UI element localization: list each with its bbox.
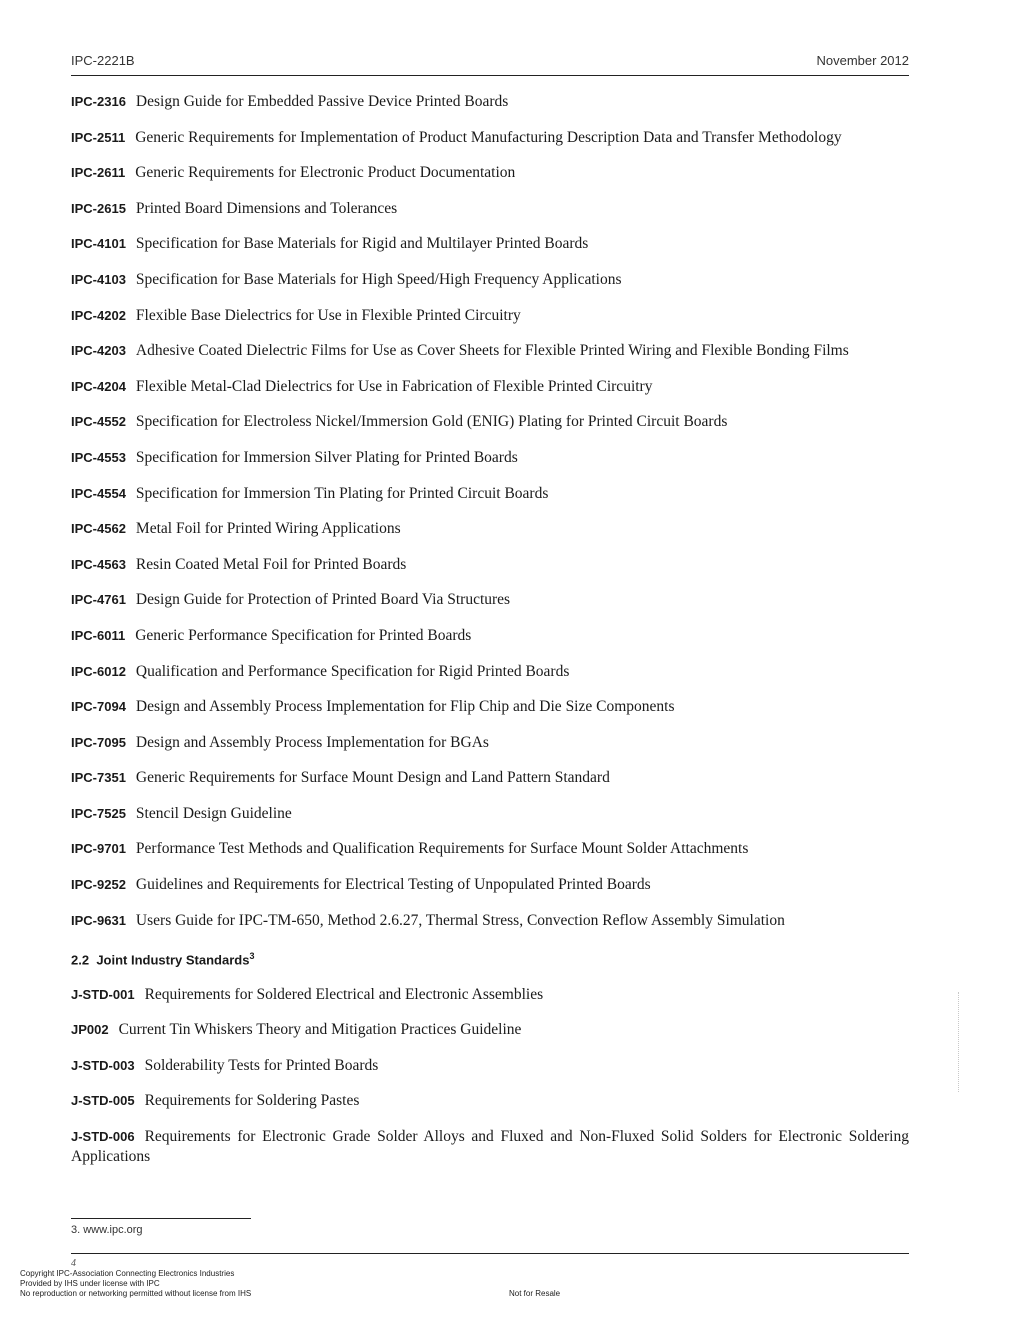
standard-code: IPC-4563	[71, 556, 126, 572]
reference-entry	[71, 662, 909, 682]
standard-title: Requirements for Soldered Electrical and Electronic Assemblies	[144, 985, 544, 1003]
reference-list	[71, 92, 909, 1183]
standard-title: Printed Board Dimensions and Tolerances	[135, 199, 398, 217]
standard-title: Specification for Base Materials for Rigid and Multilayer Printed Boards	[135, 235, 589, 253]
reference-entry	[71, 519, 909, 539]
standard-title: Requirements for Electronic Grade Solder Alloys and Fluxed and Non-Fluxed Solid Solders for Electronic Soldering Applications	[71, 1127, 909, 1165]
standard-title: Flexible Metal-Clad Dielectrics for Use in Fabrication of Flexible Printed Circuitry	[135, 377, 653, 395]
standard-code: IPC-4103	[71, 271, 126, 287]
margin-mark	[958, 992, 960, 1092]
standard-code: IPC-2615	[71, 200, 126, 216]
section-heading	[71, 946, 909, 970]
reference-entry	[71, 128, 909, 148]
standard-title: Generic Requirements for Electronic Product Documentation	[135, 164, 516, 182]
standard-title: Metal Foil for Printed Wiring Applications	[135, 520, 401, 538]
reference-entry	[71, 1091, 909, 1111]
standard-code: IPC-4204	[71, 378, 126, 394]
standard-title: Flexible Base Dielectrics for Use in Flexible Printed Circuitry	[135, 306, 521, 324]
standard-code: IPC-2511	[71, 129, 126, 145]
standard-title: Design and Assembly Process Implementation for Flip Chip and Die Size Components	[135, 698, 675, 716]
standard-code: IPC-4101	[71, 236, 126, 252]
reference-entry	[71, 626, 909, 646]
standard-code: IPC-7095	[71, 734, 126, 750]
standard-title: Design Guide for Protection of Printed Board Via Structures	[135, 591, 511, 609]
standard-title: Solderability Tests for Printed Boards	[144, 1056, 379, 1074]
standard-title: Current Tin Whiskers Theory and Mitigation Practices Guideline	[118, 1021, 522, 1039]
standard-title: Guidelines and Requirements for Electrical Testing of Unpopulated Printed Boards	[135, 876, 651, 894]
reference-entry	[71, 377, 909, 397]
reference-entry	[71, 590, 909, 610]
reference-entry	[71, 555, 909, 575]
standard-code: J-STD-003	[71, 1057, 135, 1073]
reference-entry	[71, 804, 909, 824]
standard-title: Specification for Immersion Silver Plating for Printed Boards	[135, 448, 518, 466]
footnote-divider	[71, 1218, 251, 1219]
footnote-mark: 3	[249, 951, 255, 962]
standard-title: Performance Test Methods and Qualification Requirements for Surface Mount Solder Attachments	[135, 840, 749, 858]
reference-entry	[71, 985, 909, 1005]
reference-entry	[71, 484, 909, 504]
standard-code: IPC-4552	[71, 414, 126, 430]
standard-code: J-STD-006	[71, 1128, 135, 1144]
section-title: Joint Industry Standards	[96, 952, 250, 968]
standard-code: IPC-4554	[71, 485, 126, 501]
standard-title: Generic Performance Specification for Printed Boards	[135, 626, 472, 644]
reference-entry	[71, 412, 909, 432]
standard-title: Specification for Immersion Tin Plating for Printed Circuit Boards	[135, 484, 549, 502]
reference-entry	[71, 234, 909, 254]
page-footer-divider	[71, 1253, 909, 1254]
standard-title: Generic Requirements for Implementation of Product Manufacturing Description Data and Transfer Methodology	[135, 128, 842, 146]
reference-entry	[71, 1127, 909, 1167]
reference-entry	[71, 839, 909, 859]
standard-code: IPC-4202	[71, 307, 126, 323]
standard-title: Adhesive Coated Dielectric Films for Use as Cover Sheets for Flexible Printed Wiring and Flexible Bonding Films	[135, 342, 849, 360]
reference-entry	[71, 306, 909, 326]
reference-entry	[71, 911, 909, 931]
reference-entry	[71, 448, 909, 468]
standard-code: IPC-4203	[71, 343, 126, 359]
reference-entry	[71, 875, 909, 895]
standard-title: Resin Coated Metal Foil for Printed Boards	[135, 555, 407, 573]
standard-title: Qualification and Performance Specification for Rigid Printed Boards	[135, 662, 570, 680]
standard-code: J-STD-005	[71, 1093, 135, 1109]
standard-code: IPC-2316	[71, 94, 126, 109]
copyright-line: Provided by IHS under license with IPC	[20, 1279, 160, 1288]
copyright-notice	[20, 1269, 251, 1299]
copyright-line: Copyright IPC-Association Connecting Electronics Industries	[20, 1269, 235, 1278]
page-header	[71, 53, 909, 76]
standard-code: IPC-6012	[71, 663, 126, 679]
standard-title: Specification for Electroless Nickel/Immersion Gold (ENIG) Plating for Printed Circuit Boards	[135, 413, 728, 431]
standard-code: IPC-7351	[71, 770, 126, 786]
standard-code: J-STD-001	[71, 986, 135, 1002]
copyright-line: No reproduction or networking permitted without license from IHS	[20, 1289, 252, 1298]
standard-code: JP002	[71, 1022, 109, 1038]
standard-code: IPC-7094	[71, 699, 126, 715]
standard-code: IPC-9701	[71, 841, 126, 857]
reference-entry	[71, 92, 909, 112]
standard-code: IPC-6011	[71, 627, 126, 643]
footnote: 3. www.ipc.org	[71, 1224, 143, 1236]
standard-title: Users Guide for IPC-TM-650, Method 2.6.27, Thermal Stress, Convection Reflow Assembly Simulation	[135, 911, 785, 929]
reference-entry	[71, 768, 909, 788]
standard-title: Design and Assembly Process Implementation for BGAs	[135, 733, 489, 751]
standard-title: Generic Requirements for Surface Mount Design and Land Pattern Standard	[135, 769, 610, 787]
reference-entry	[71, 1020, 909, 1040]
reference-entry	[71, 697, 909, 717]
document-id: IPC-2221B	[71, 53, 135, 68]
standard-code: IPC-9631	[71, 912, 126, 928]
document-date: November 2012	[816, 53, 909, 68]
reference-entry	[71, 270, 909, 290]
standard-code: IPC-7525	[71, 805, 126, 821]
standard-code: IPC-4553	[71, 449, 126, 465]
standard-code: IPC-4562	[71, 521, 126, 537]
standard-title: Specification for Base Materials for High Speed/High Frequency Applications	[135, 270, 622, 288]
resale-notice: Not for Resale	[509, 1289, 561, 1298]
page-number: 4	[71, 1258, 76, 1269]
standard-code: IPC-9252	[71, 877, 126, 893]
standard-title: Requirements for Soldering Pastes	[144, 1092, 360, 1110]
standard-code: IPC-4761	[71, 592, 126, 608]
reference-entry	[71, 1056, 909, 1076]
reference-entry	[71, 341, 909, 361]
reference-entry	[71, 733, 909, 753]
reference-entry	[71, 199, 909, 219]
standard-code: IPC-2611	[71, 165, 126, 181]
standard-title: Design Guide for Embedded Passive Device Printed Boards	[135, 93, 509, 110]
section-number: 2.2	[71, 952, 90, 968]
reference-entry	[71, 163, 909, 183]
standard-title: Stencil Design Guideline	[135, 804, 292, 822]
